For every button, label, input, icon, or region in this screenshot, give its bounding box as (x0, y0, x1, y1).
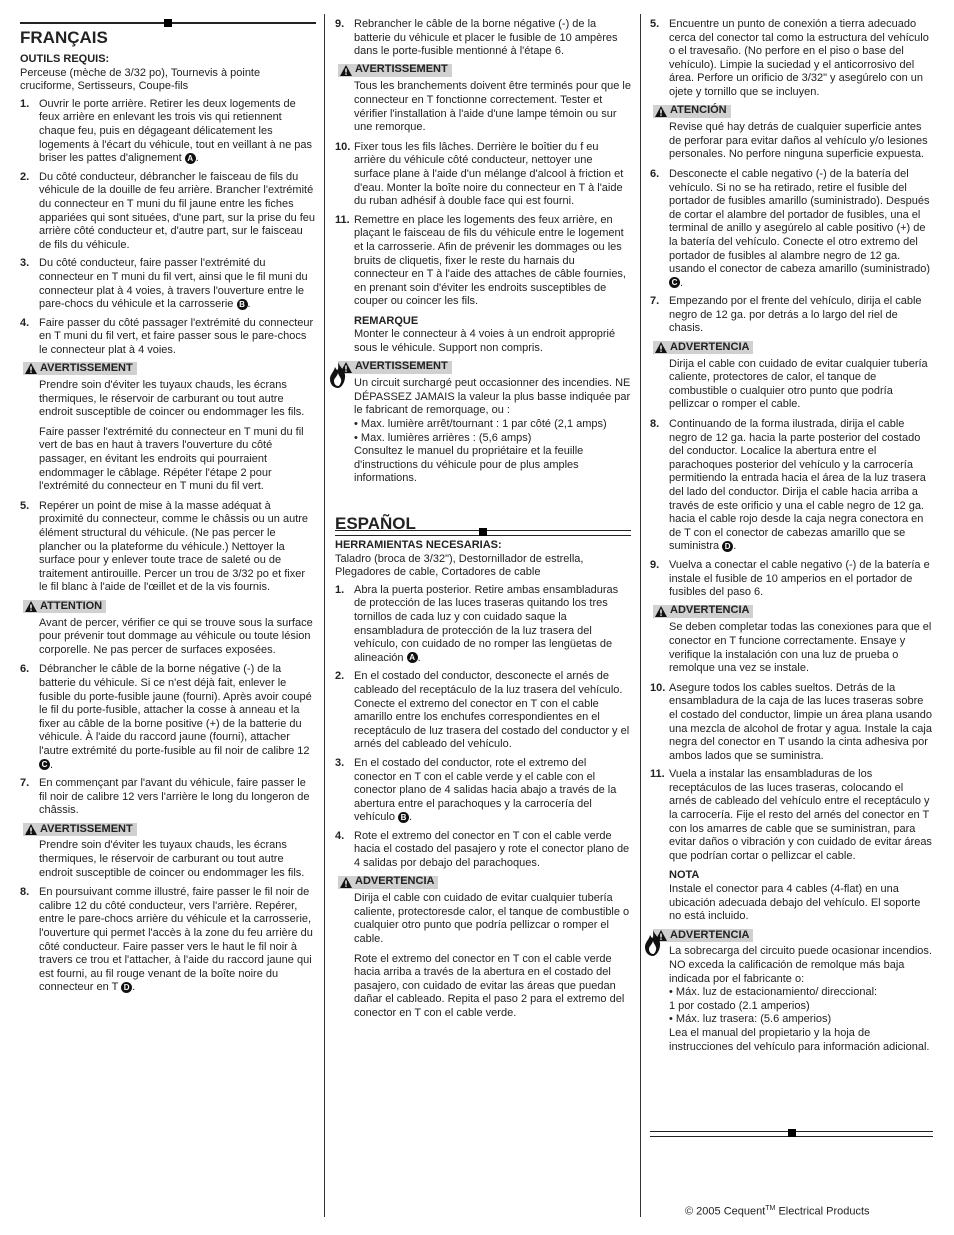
warning-icon (655, 106, 667, 117)
warning-icon (25, 363, 37, 374)
warning-label: AVERTISSEMENT (23, 823, 137, 836)
section-rule-top (20, 22, 316, 24)
attention-label: ATTENTION (23, 600, 106, 613)
warning-box: ADVERTENCIA Dirija el cable con cuidado de evitar cualquier tubería caliente, protectoresde calor, el tanque de combustible o cualquier otro punto que podría pellizcar o romper el cable. Rote el extremo del conector en T con el cable verde hacia arriba a través de la abertura en el costado del pasajero, con cuidado de evitar las áreas que puedan dañar el cableado. Repita el paso 2 para el extremo del conector en T con el cable verde. (335, 876, 631, 1021)
warning-icon (655, 342, 667, 353)
step-3: 3. Du côté conducteur, faire passer l'extrémité du connecteur en T muni du fil vert, ainsi que le fil muni du connecteur plat à 4 voies, à travers l'ouverture entre le pare-chocs du véhicule et la carrosserie B . (20, 257, 308, 311)
attention-label: ATENCIÓN (653, 105, 731, 118)
step-4: 4. Faire passer du côté passager l'extrémité du connecteur en T muni du fil vert, et faire passer sous le pare-chocs le connecteur plat à 4 voies. (20, 316, 314, 356)
warning-label: AVERTISSEMENT (338, 64, 452, 77)
warning-box-2: ADVERTENCIA Dirija el cable con cuidado de evitar cualquier tubería caliente, protectores de calor, el tanque de combustible o cualquier otro punto que podría pellizcar o romper el cable. (650, 341, 933, 412)
column-divider-1 (324, 14, 325, 1217)
warning-icon (340, 877, 352, 888)
marker-d: D (121, 982, 132, 993)
step-1: 1. Abra la puerta posterior. Retire ambas ensambladuras de protección de las luces traseras quitando los tres tornillos de cada luz y con cuidado saque la ensambladura de protección de la luz trasera del vehículo, con cuidado de no romper las lengüetas de alineación A . (335, 583, 619, 664)
step-1: 1. Ouvrir le porte arrière. Retirer les deux logements de feux arrière en enlevant les trois vis qui retiennent chaque feu, puis en dégageant délicatement les logements à l'écart du véhicule, tout en veillant à ne pas briser les pattes d'alignement A . (20, 97, 312, 165)
warning-icon (340, 65, 352, 76)
marker-a: A (185, 153, 196, 164)
warning-box-2: AVERTISSEMENT Prendre soin d'éviter les tuyaux chauds, les écrans thermiques, le réservoir de carburant ou tout autre endroit susceptible de coincer ou endommager les fils. (20, 823, 316, 880)
step-11: 11. Remettre en place les logements des feux arrière, en plaçant le faisceau de fils du véhicule entre le logement et la carrosserie. Afin de prévenir les dommages ou les bruits de cliquetis, fixer le reste du harnais du connecteur en T à l'aide des attaches de câble fournies, en prenant soin d'éviter les endroits susceptibles de couper ou coincer les fils. REMARQUE Monter le connecteur à 4 voies à un endroit approprié sous le véhicule. Support non compris. (335, 214, 631, 356)
step-5: 5. Repérer un point de mise à la masse adéquat à proximité du connecteur, comme le châssis ou un autre élément structural du véhicule. (Ne pas percer le plancher ou la plateforme du véhicule.) Nettoyer la surface pour y enlever toute trace de saleté ou de traitement antirouille. Percer un trou de 3/32 po et fixer le fil blanc à l'aide de l'œillet et de la vis fournis. (20, 499, 309, 594)
marker-c: C (669, 277, 680, 288)
fire-icon (642, 929, 664, 957)
step-7: 7. En commençant par l'avant du véhicule, faire passer le fil noir de calibre 12 vers l'arrière le long du longeron de châssis. (20, 777, 310, 817)
attention-box: ATTENTION Avant de percer, vérifier ce qui se trouve sous la surface pour prévenir tout dommage au véhicule ou toute lésion corporelle. Ne pas percer de surfaces exposées. (20, 600, 316, 657)
warning-icon (25, 601, 37, 612)
french-column (20, 28, 316, 1000)
fire-icon (327, 361, 349, 389)
fire-warning-box: ADVERTENCIA La sobrecarga del circuito puede ocasionar incendios. NO exceda la calificación de remolque más baja indicada por el fabricante o: • Máx. luz de estacionamiento/ direccional: 1 por costado (2.1 amperios) • Máx. luz trasera: (5.6 amperios) Lea el manual del propietario y la hoja de instrucciones del vehículo para información adicional. (650, 929, 933, 1054)
step-9: 9. Vuelva a conectar el cable negativo (-) de la batería e instale el fusible de 10 amperios en el portador de fusibles del paso 6. (650, 558, 930, 599)
warning-box: AVERTISSEMENT Prendre soin d'éviter les tuyaux chauds, les écrans thermiques, le réservoir de carburant ou tout autre endroit susceptible de coincer ou endommager les fils. Faire passer l'extrémité du connecteur en T muni du fil vert de bas en haut à travers l'ouverture du côté passager, en évitant les endroits qui pourraient endommager le câblage. Répéter l'étape 2 pour l'extrémité du connecteur en T muni du fil vert. (20, 362, 316, 493)
section-rule-end (650, 1131, 933, 1137)
step-7: 7. Empezando por el frente del vehículo, dirija el cable negro de 12 ga. por detrás a lo largo del riel de chasis. (650, 295, 922, 335)
section-heading-francais: FRANÇAIS (20, 28, 108, 47)
attention-box: ATENCIÓN Revise qué hay detrás de cualquier superficie antes de perforar para evitar daños al vehículo y/o lesiones personales. No perfore ninguna superficie expuesta. (650, 105, 933, 162)
step-5: 5. Encuentre un punto de conexión a tierra adecuado cerca del conector tal como la estructura del vehículo o el travesaño. (No perfore en el piso o base del vehículo). Limpie la suciedad y el anticorrosivo del área. Perfore un orificio de 3/32" y asegúrelo con un ojete y tornillo que se incluyen. (650, 18, 929, 98)
middle-column (335, 18, 631, 1027)
column-divider-2 (640, 14, 641, 1217)
marker-a: A (407, 652, 418, 663)
note-text: Instale el conector para 4 cables (4-flat) en una ubicación adecuada debajo del vehículo. El soporte no está incluido. (669, 883, 921, 923)
steps-list (20, 98, 316, 358)
warning-label: ADVERTENCIA (653, 929, 753, 942)
step-10: 10. Asegure todos los cables sueltos. Detrás de la ensambladura de la caja de las luces traseras sobre el costado del conductor, limpie un área plana usando una mezcla de alcohol de frotar y agua. Instale la caja negra del conector en T usando la cinta adhesiva por ambos lados que se suministra. (650, 681, 932, 762)
step-8: 8. En poursuivant comme illustré, faire passer le fil noir de calibre 12 du côté conducteur, vers l'arrière. Repérer, entre le pare-chocs arrière du véhicule et la carrosserie, l'ouverture qui permet l'accès à la zone du feu arrière du côté conducteur. Faire passer vers le haut le fil noir à travers ce trou et l'attacher, à l'aide du raccord jaune qui est fourni, au fil rouge venant de la boîte noire du connecteur en T D . (20, 886, 313, 994)
tools-label: HERRAMIENTAS NECESARIAS: (335, 539, 502, 551)
step-6: 6. Débrancher le câble de la borne négative (-) de la batterie du véhicule. Si ce n'est déjà fait, enlever le fusible du porte-fusible jaune (fourni). Après avoir coupé le fil du porte-fusible, attacher la cosse à anneau et la fixer au câble de la borne positive (+) de la batterie du véhicule. À l'aide du raccord jaune (fourni), attacher l'autre extrémité du porte-fusible au fil noir de calibre 12 C . (20, 663, 312, 771)
marker-b: B (398, 812, 409, 823)
section-heading-espanol: ESPAÑOL (335, 514, 416, 533)
step-4: 4. Rote el extremo del conector en T con el cable verde hacia el costado del pasajero y rote el conector plano de 4 salidas por debajo del parachoques. (335, 829, 630, 870)
note-text: Monter le connecteur à 4 voies à un endroit approprié sous le véhicule. Support non compris. (354, 328, 616, 355)
warning-icon (25, 824, 37, 835)
step-9: 9. Rebrancher le câble de la borne négative (-) de la batterie du véhicule et placer le fusible de 10 ampères dans le porte-fusible mentionné à l'étape 6. (335, 18, 618, 58)
step-10: 10. Fixer tous les fils lâches. Derrière le boîtier du f eu arrière du véhicule côté conducteur, nettoyer une surface plane à l'aide d'un mélange d'alcool à friction et d'eau. Monter la boîte noire du connecteur en T à l'aide du ruban adhésif à double face qui est fourni. (335, 140, 624, 208)
warning-label: ADVERTENCIA (653, 341, 753, 354)
spanish-column (650, 18, 933, 1060)
warning-label: AVERTISSEMENT (23, 362, 137, 375)
warning-icon (655, 606, 667, 617)
copyright-footer: © 2005 Cequent™ Electrical Products (685, 1205, 870, 1218)
step-2: 2. Du côté conducteur, débrancher le faisceau de fils du véhicule de la douille de feu arrière. Brancher l'extrémité du connecteur en T muni du fil jaune entre les fiches appariées qui sont situées, d'une part, sur la prise du feu arrière côté conducteur et, d'autre part, sur le faisceau de fils du véhicule. (20, 170, 316, 251)
warning-box-3: AVERTISSEMENT Tous les branchements doivent être terminés pour que le connecteur en T fonctionne correctement. Tester et vérifier l'installation à l'aide d'une lampe témoin ou sur une remorque. (335, 64, 631, 135)
warning-label: ADVERTENCIA (338, 876, 438, 889)
marker-c: C (39, 759, 50, 770)
step-2: 2. En el costado del conductor, desconecte el arnés de cableado del receptáculo de la luz trasera del vehículo. Conecte el extremo del conector en T con el cable amarillo entre los enchufes correspondientes en el receptáculo de luz trasera del costado del conductor y el arnés del cableado del vehículo. (335, 670, 630, 751)
step-8: 8. Continuando de la forma ilustrada, dirija el cable negro de 12 ga. hacia la parte posterior del costado del conductor. Localice la abertura entre el parachoques posterior del vehículo y la carrocería permitiendo la entrada hacia el área de la luz trasera del lado del conductor. Dirija el cable hacia arriba a través de este orificio y una el cable negro de 12 ga. hacia el cable rojo desde la caja negra conectora en de T con el conector de cabezas amarillo que se suministra D . (650, 418, 926, 553)
step-3: 3. En el costado del conductor, rote el extremo del conector en T con el cable verde y el cable con el conector plano de 4 salidas hacia abajo a través de la abertura entre el parachoques y la carrocería del vehículo B . (335, 756, 617, 824)
fire-warning-box: AVERTISSEMENT Un circuit surchargé peut occasionner des incendies. NE DÉPASSEZ JAMAIS la valeur la plus basse indiquée par le fabricant de remorquage, ou : • Max. lumière arrêt/tournant : 1 par côté (2,1 amps) • Max. lumières arrières : (5,6 amps) Consultez le manuel du propriétaire et la feuille d'instructions du véhicule pour de plus amples informations. (335, 361, 631, 486)
tools-text: Taladro (broca de 3/32"), Destornillador de estrella, Plegadores de cable, Cortadores de cable (335, 552, 584, 579)
note-label: REMARQUE (354, 314, 419, 327)
tools-label: OUTILS REQUIS: (20, 53, 110, 65)
warning-label: ADVERTENCIA (653, 605, 753, 618)
step-6: 6. Desconecte el cable negativo (-) de la batería del vehículo. Si no se ha retirado, retire el fusible del portador de fusibles amarillo (suministrado). Después de cortar el alambre del portador de fusibles, una el terminal de anillo y asegúrelo al cable positivo (+) de la batería del vehículo. Conecte el otro extremo del portador de fusibles al alambre negro de 12 ga. usando el conector de cabeza amarillo (suministrado) C . (650, 167, 931, 289)
tools-text: Perceuse (mèche de 3/32 po), Tournevis à pointe cruciforme, Sertisseurs, Coupe-fils (20, 66, 261, 93)
step-11: 11. Vuela a instalar las ensambladuras de los receptáculos de las luces traseras, colocando el arnés de cableado del vehículo entre el receptáculo y la carrocería. Fije el resto del arnés del conector en T con los amarres de cable que se suministran, para evitar daños o vibración y con cuidado de evitar áreas que podrían cortar o pellizcar el cable. NOTA Instale el conector para 4 cables (4-flat) en una ubicación adecuada debajo del vehículo. El soporte no está incluido. (650, 768, 932, 923)
marker-d: D (722, 541, 733, 552)
marker-b: B (237, 299, 248, 310)
warning-box-3: ADVERTENCIA Se deben completar todas las conexiones para que el conector en T funcione correctamente. Ensaye y verifique la instalación con una luz de prueba o remolque una vez se instale. (650, 605, 933, 676)
note-label: NOTA (669, 869, 700, 882)
warning-label: AVERTISSEMENT (338, 361, 452, 374)
